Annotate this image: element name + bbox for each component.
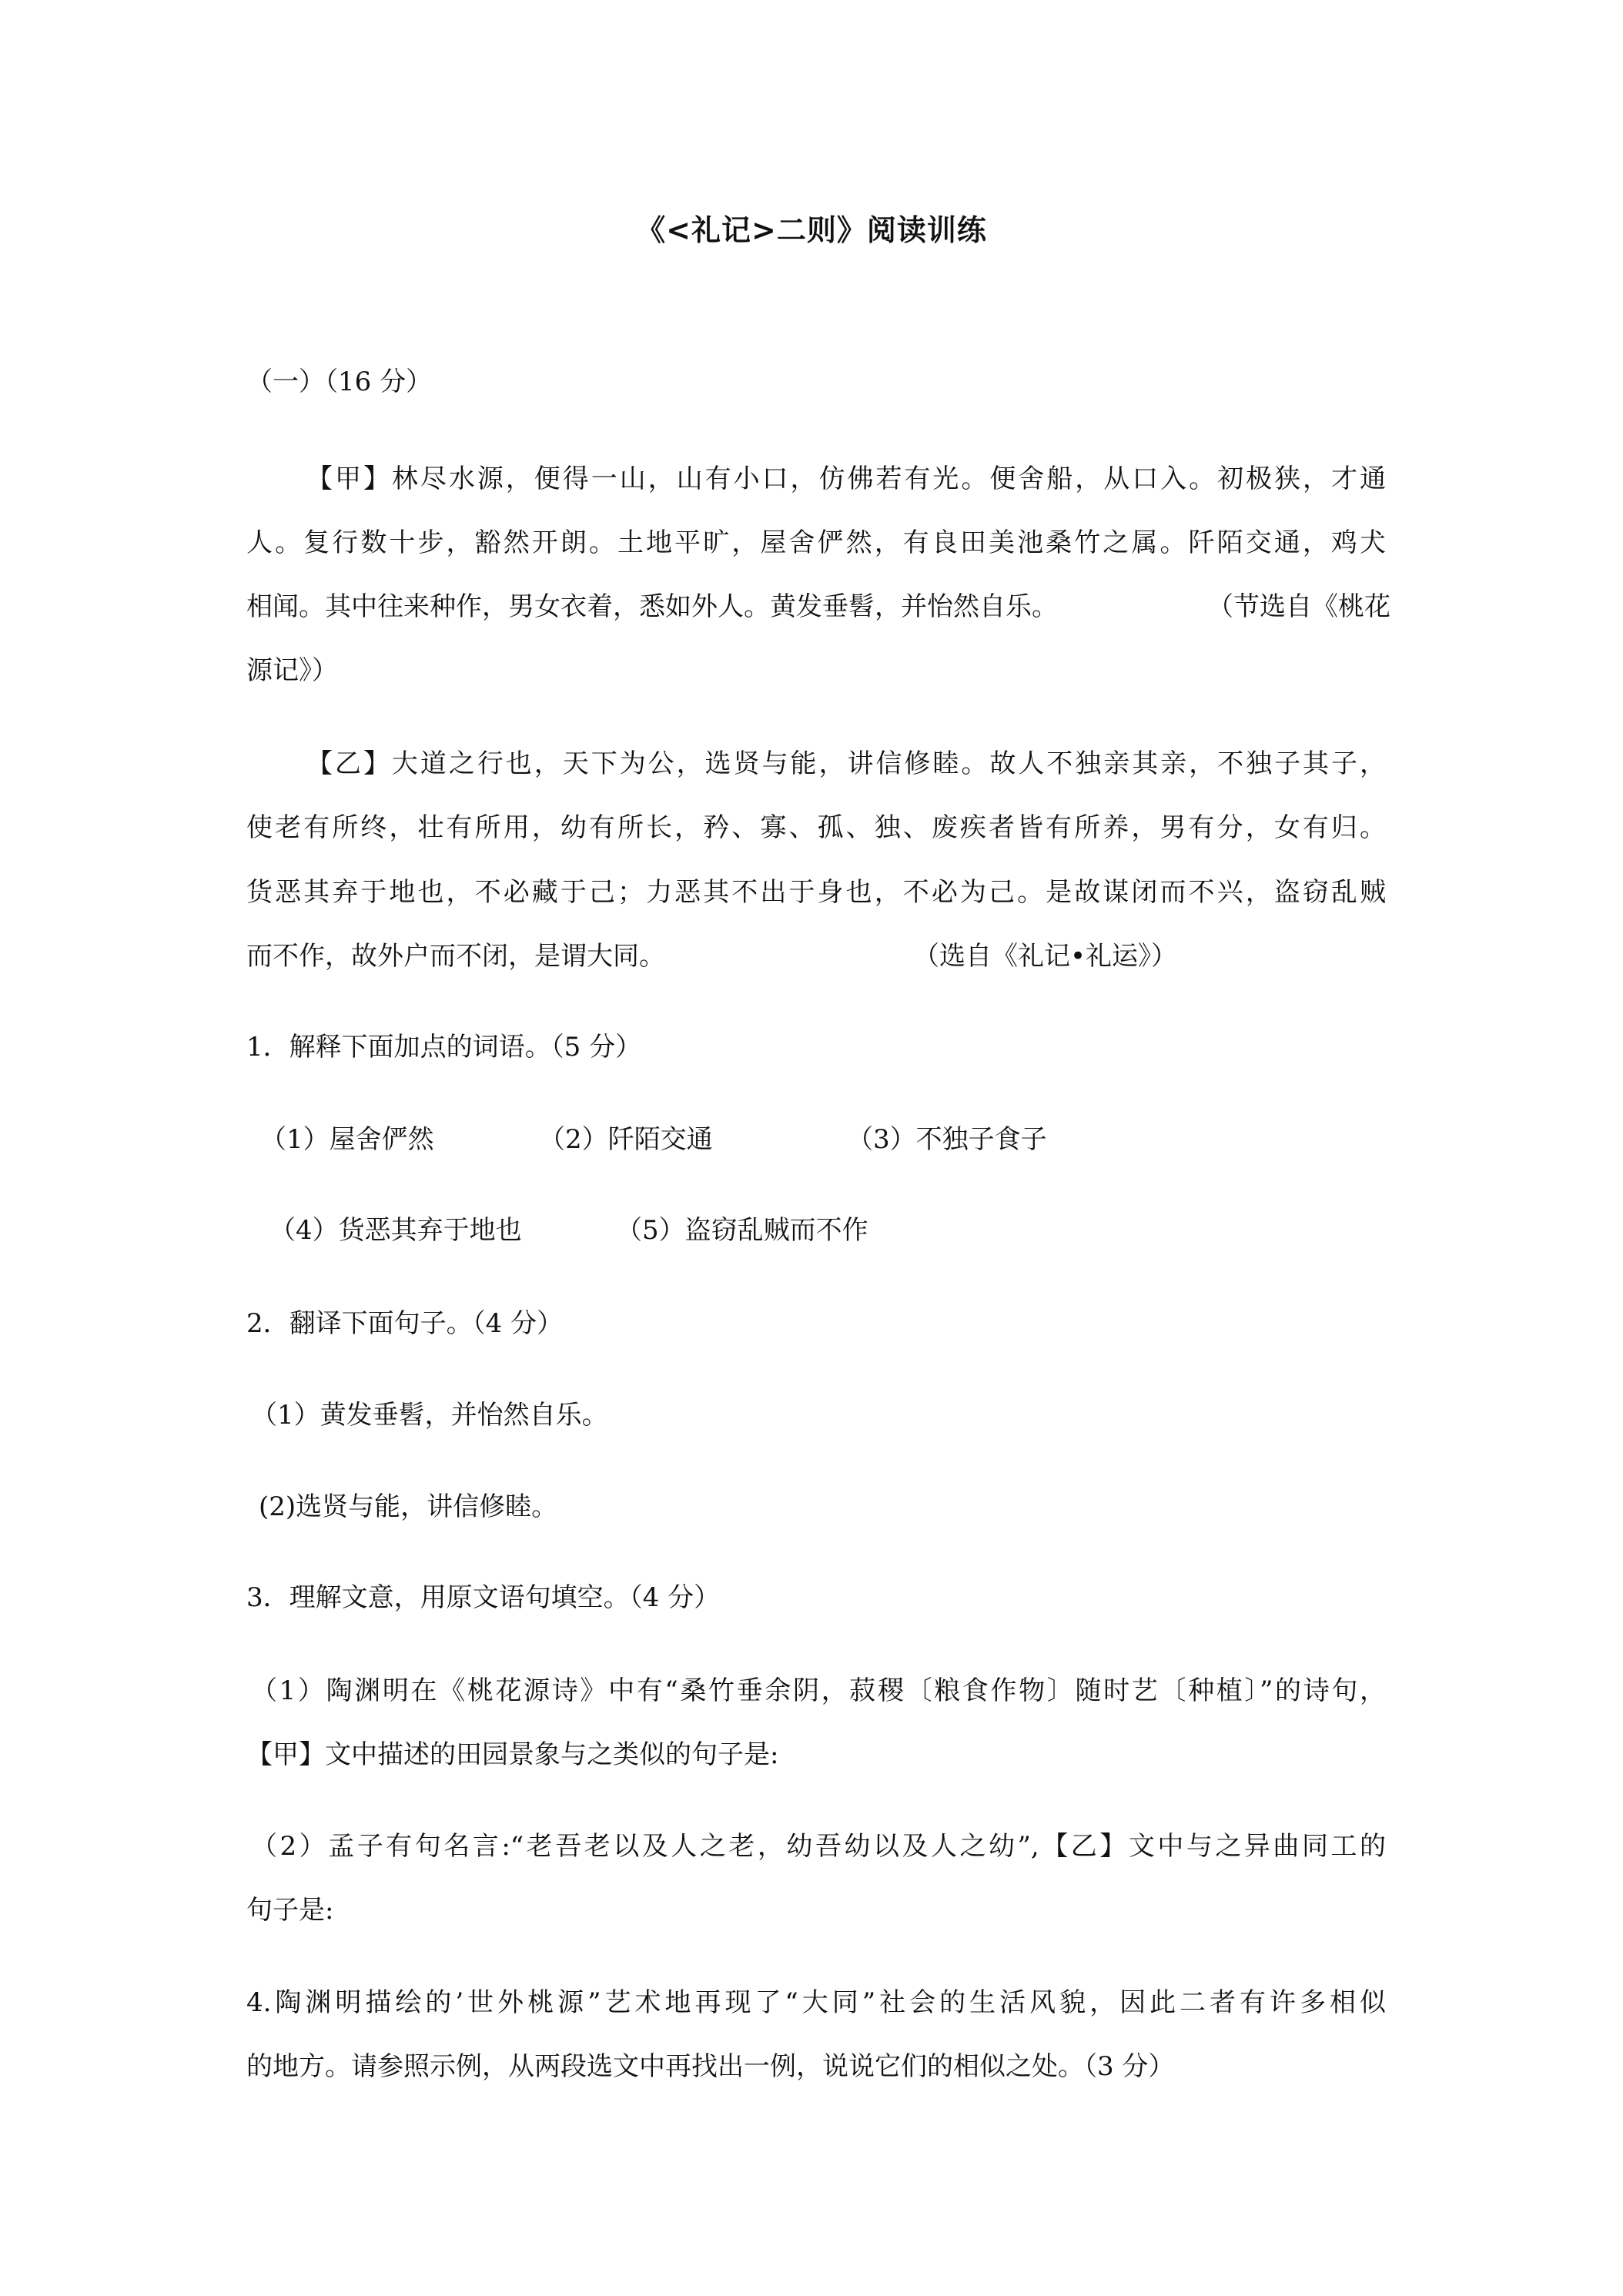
passage-jia-line-1: 【甲】林尽水源，便得一山，山有小口，仿佛若有光。便舍船，从口入。初极狭，才通 xyxy=(306,464,1386,494)
question-1-item-2: （2）阡陌交通 xyxy=(539,1124,713,1155)
passage-yi-line-4: 而不作，故外户而不闭，是谓大同。 xyxy=(246,941,665,972)
question-2-item-1: （1）黄发垂髫，并怡然自乐。 xyxy=(251,1400,608,1431)
passage-jia-line-3: 相闻。其中往来种作，男女衣着，悉如外人。黄发垂髫，并怡然自乐。 xyxy=(246,591,1058,622)
question-3-prompt: 3．理解文意，用原文语句填空。（4 分） xyxy=(246,1582,721,1613)
question-1-item-4: （4）货恶其弃于地也 xyxy=(269,1215,522,1246)
question-3-item-2-line-2: 句子是: xyxy=(246,1895,334,1926)
question-3-item-2-line-1: （2）孟子有句名言:“老吾老以及人之老，幼吾幼以及人之幼”,【乙】文中与之异曲同工的 xyxy=(251,1831,1386,1862)
passage-jia-source: （节选自《桃花 xyxy=(1207,591,1390,622)
question-1-item-3: （3）不独子食子 xyxy=(847,1124,1047,1155)
passage-yi-line-2: 使老有所终，壮有所用，幼有所长，矜、寡、孤、独、废疾者皆有所养，男有分，女有归。 xyxy=(246,812,1386,843)
passage-yi-line-3: 货恶其弃于地也，不必藏于己；力恶其不出于身也，不必为己。是故谋闭而不兴，盗窃乱贼 xyxy=(246,877,1386,908)
question-4-line-2: 的地方。请参照示例，从两段选文中再找出一例，说说它们的相似之处。（3 分） xyxy=(246,2051,1175,2082)
question-2-item-2: (2)选贤与能，讲信修睦。 xyxy=(259,1491,558,1522)
passage-jia-line-4: 源记》） xyxy=(246,655,338,686)
page-title: 《<礼记>二则》阅读训练 xyxy=(636,213,987,247)
passage-yi-source: （选自《礼记•礼运》） xyxy=(913,941,1178,972)
passage-yi-line-1: 【乙】大道之行也，天下为公，选贤与能，讲信修睦。故人不独亲其亲，不独子其子， xyxy=(306,748,1386,779)
section-header: （一）（16 分） xyxy=(246,366,433,397)
question-2-prompt: 2．翻译下面句子。（4 分） xyxy=(246,1308,564,1339)
question-1-prompt: 1．解释下面加点的词语。（5 分） xyxy=(246,1032,642,1063)
question-1-item-5: （5）盗窃乱贼而不作 xyxy=(616,1215,868,1246)
question-3-item-1-line-2: 【甲】文中描述的田园景象与之类似的句子是: xyxy=(246,1739,779,1770)
question-1-item-1: （1）屋舍俨然 xyxy=(260,1124,434,1155)
question-4-line-1: 4.陶渊明描绘的’世外桃源”艺术地再现了“大同”社会的生活风貌，因此二者有许多相似 xyxy=(246,1987,1386,2018)
question-3-item-1-line-1: （1）陶渊明在《桃花源诗》中有“桑竹垂余阴，菽稷〔粮食作物〕随时艺〔种植〕”的诗句， xyxy=(251,1675,1386,1706)
passage-jia-line-2: 人。复行数十步，豁然开朗。土地平旷，屋舍俨然，有良田美池桑竹之属。阡陌交通，鸡犬 xyxy=(246,527,1386,558)
